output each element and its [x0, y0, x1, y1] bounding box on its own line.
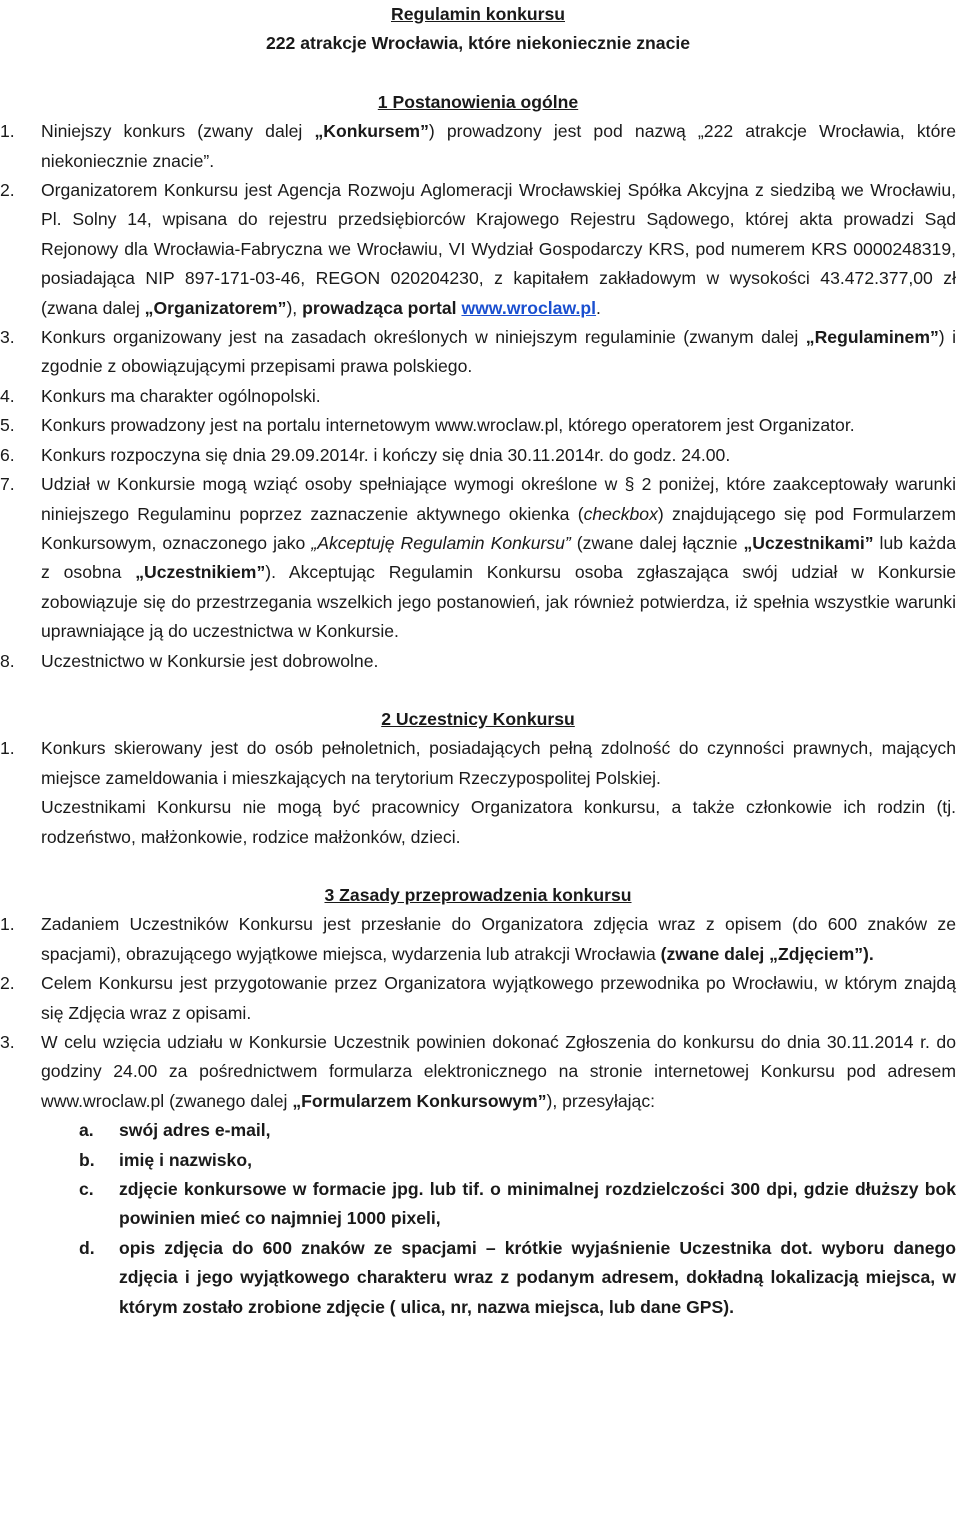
item-number: 3. [0, 1032, 15, 1052]
list-item [0, 734, 956, 793]
item-number: 1. [0, 121, 15, 142]
list-item [0, 910, 956, 969]
item-text: Udział w Konkursie mogą wziąć osoby spełniające wymogi określone w § 2 poniżej, które zaakceptowały warunki niniejszego Regulaminu poprzez zaznaczenie aktywnego okienka ( [41, 474, 956, 524]
defined-term: „Uczestnikami” [743, 532, 874, 553]
item-text: Konkurs organizowany jest na zasadach określonych w niniejszym regulaminie (zwanym dalej [41, 327, 806, 348]
item-number: 2. [0, 180, 15, 201]
sub-item [0, 1116, 956, 1145]
item-text: ), [286, 297, 303, 318]
list-item [0, 176, 956, 323]
item-text-italic: „Akceptuję Regulamin Konkursu” [311, 532, 571, 553]
item-number: 1. [0, 914, 15, 935]
portal-link[interactable]: www.wroclaw.pl [461, 297, 597, 318]
item-text: Konkurs skierowany jest do osób pełnoletnich, posiadających pełną zdolność do czynności prawnych, mających miejsce zameldowania i mieszkających na terytorium Rzeczypospolitej Polskiej. [41, 738, 956, 788]
item-text: ) prowadzony jest pod nazwą „222 atrakcje Wrocławia, które niekoniecznie znacie”. [41, 121, 956, 171]
item-text: . [596, 297, 601, 318]
item-text: Niniejszy konkurs (zwany dalej [41, 121, 315, 142]
item-text: Celem Konkursu jest przygotowanie przez Organizatora wyjątkowego przewodnika po Wrocławiu, w którym znajdą się Zdjęcia wraz z opisami. [41, 973, 956, 1023]
sub-item-letter: c. [79, 1179, 94, 1200]
sub-item [0, 1146, 956, 1175]
section-1-list [0, 117, 956, 676]
section-2-list [0, 734, 956, 793]
sub-item [0, 1234, 956, 1322]
sub-item-letter: d. [79, 1237, 95, 1258]
list-item [0, 1028, 956, 1116]
list-item [0, 969, 956, 1028]
item-text: Zadaniem Uczestników Konkursu jest przesłanie do Organizatora zdjęcia wraz z opisem (do 600 znaków ze spacjami), obrazującego wyjątkowe miejsca, wydarzenia lub atrakcji Wrocławia [41, 914, 956, 964]
section-1-heading: 1 Postanowienia ogólne [377, 91, 579, 112]
item-text: ). Akceptując Regulamin Konkursu osoba zgłaszająca swój udział w Konkursie zobowiązuje się do przestrzegania wszelkich jego postanowień, jak również potwierdza, iż spełnia wszystkie warunki uprawniające ją do uczestnictwa w Konkursie. [41, 562, 957, 642]
item-number: 8. [0, 650, 15, 671]
item-text: ) znajdującego się pod Formularzem Konkursowym, oznaczonego jako [41, 503, 956, 553]
item-text: Konkurs prowadzony jest na portalu internetowym www.wroclaw.pl, którego operatorem jest Organizator. [41, 415, 855, 436]
item-text: Uczestnictwo w Konkursie jest dobrowolne. [41, 650, 379, 671]
defined-term: „Konkursem” [314, 121, 429, 142]
defined-term: „Formularzem Konkursowym” [292, 1090, 547, 1111]
item-text: lub każda z osobna [41, 532, 956, 583]
item-text: Organizatorem Konkursu jest Agencja Rozwoju Aglomeracji Wrocławskiej Spółka Akcyjna z siedzibą we Wrocławiu, Pl. Solny 14, wpisana do rejestru przedsiębiorców Krajowego Rejestru Sądowego, której akta prowadzi Sąd Rejonowy dla Wrocławia-Fabryczna we Wrocławiu, VI Wydział Gospodarczy KRS, pod numerem KRS 0000248319, posiadająca NIP 897-171-03-46, REGON 020204230, z kapitałem zakładowym w wysokości 43.472.377,00 zł (zwana dalej [41, 180, 956, 318]
list-item [0, 382, 956, 411]
list-item [0, 647, 956, 676]
document-title: Regulamin konkursu [390, 4, 565, 24]
sub-item-letter: b. [79, 1149, 95, 1170]
sub-item-letter: a. [79, 1120, 94, 1141]
defined-term: „Regulaminem” [805, 327, 939, 348]
sub-item [0, 1175, 956, 1234]
list-item [0, 470, 956, 646]
item-number: 4. [0, 385, 15, 406]
item-text: W celu wzięcia udziału w Konkursie Uczestnik powinien dokonać Zgłoszenia do konkursu do dnia 30.11.2014 r. do godziny 24.00 za pośrednictwem formularza elektronicznego na stronie internetowej Konkursu pod adresem www.wroclaw.pl (zwanego dalej [41, 1032, 956, 1111]
item-number: 2. [0, 973, 15, 994]
list-item [0, 441, 956, 470]
item-text: ) i zgodnie z obowiązującymi przepisami prawa polskiego. [41, 327, 957, 377]
item-text-italic: checkbox [583, 503, 658, 524]
item-text: Konkurs rozpoczyna się dnia 29.09.2014r. i kończy się dnia 30.11.2014r. do godz. 24.00. [41, 444, 731, 465]
sub-item-text: zdjęcie konkursowe w formacie jpg. lub tif. o minimalnej rozdzielczości 300 dpi, gdzie dłuższy bok powinien mieć co najmniej 1000 pixeli, [119, 1179, 956, 1229]
item-text: (zwane dalej łącznie [570, 532, 744, 553]
list-item [0, 411, 956, 440]
spacer [0, 676, 956, 705]
spacer [0, 852, 956, 881]
item-number: 6. [0, 444, 15, 465]
item-number: 5. [0, 415, 15, 436]
document-subtitle: 222 atrakcje Wrocławia, które niekoniecznie znacie [265, 33, 691, 54]
sub-item-text: opis zdjęcia do 600 znaków ze spacjami – krótkie wyjaśnienie Uczestnika dot. wyboru danego zdjęcia i jego wyjątkowego charakteru wraz z podanym adresem, dokładną lokalizacją miejsca, w którym zostało zrobione zdjęcie ( ulica, nr, nazwa miejsca, lub dane GPS). [119, 1237, 956, 1317]
item-text-bold: prowadząca portal [302, 297, 462, 318]
section-2-heading: 2 Uczestnicy Konkursu [381, 708, 575, 729]
item-text: ), przesyłając: [546, 1090, 656, 1111]
sub-item-text: imię i nazwisko, [119, 1149, 252, 1170]
list-item [0, 323, 956, 382]
item-number: 1. [0, 738, 15, 759]
section-3-list [0, 910, 956, 1116]
spacer [0, 59, 956, 88]
list-item [0, 117, 956, 176]
defined-term: „Uczestnikiem” [135, 562, 266, 583]
item-number: 7. [0, 474, 15, 495]
item-text: Konkurs ma charakter ogólnopolski. [41, 385, 321, 406]
defined-term: „Organizatorem” [144, 297, 287, 318]
section-3-heading: 3 Zasady przeprowadzenia konkursu [324, 884, 632, 905]
defined-term: (zwane dalej „Zdjęciem”). [660, 943, 874, 964]
item-number: 3. [0, 327, 15, 348]
section-2-continuation: Uczestnikami Konkursu nie mogą być pracownicy Organizatora konkursu, a także członkowie ich rodzin (tj. rodzeństwo, małżonkowie, rodzice małżonków, dzieci. [41, 797, 956, 847]
sub-item-text: swój adres e-mail, [119, 1120, 271, 1141]
